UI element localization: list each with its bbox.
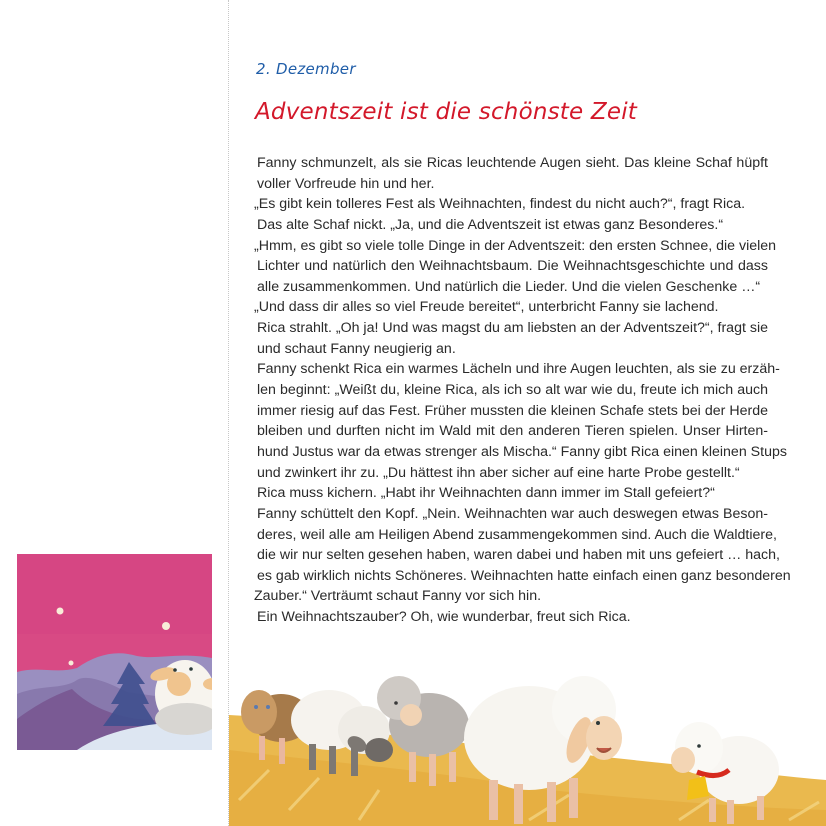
painting-artwork xyxy=(17,554,212,750)
story-line: es gab wirklich nichts Schöneres. Weihnachten hatte einfach einen ganz besonderen xyxy=(257,567,791,584)
date-heading: 2. Dezember xyxy=(256,60,356,78)
story-line: bleiben und durften nicht im Wald mit den anderen Tieren spielen. Unser Hirten- xyxy=(257,423,768,440)
star-icon xyxy=(69,661,74,666)
sheep-flock-illustration xyxy=(229,660,826,826)
story-line: Lichter und natürlich den Weihnachtsbaum. Die Weihnachtsgeschichte und dass xyxy=(257,258,768,275)
story-line: Fanny schüttelt den Kopf. „Nein. Weihnachten war auch deswegen etwas Beson- xyxy=(257,505,768,522)
story-line: Rica muss kichern. „Habt ihr Weihnachten dann immer im Stall gefeiert?“ xyxy=(257,485,715,502)
story-text xyxy=(254,153,791,628)
story-line: Fanny schenkt Rica ein warmes Lächeln und ihre Augen leuchten, als sie zu erzäh- xyxy=(257,361,780,378)
star-icon xyxy=(162,622,170,630)
story-line: die wir nur selten gesehen haben, waren dabei und haben mit uns gefeiert … hach, xyxy=(257,547,780,564)
story-line: „Es gibt kein tolleres Fest als Weihnachten, findest du nicht auch?“, fragt Rica. xyxy=(254,196,746,213)
story-line: voller Vorfreude hin und her. xyxy=(257,175,435,192)
story-line: und schaut Fanny neugierig an. xyxy=(257,340,456,357)
story-line: Zauber.“ Verträumt schaut Fanny vor sich hin. xyxy=(254,588,542,605)
story-line: Rica strahlt. „Oh ja! Und was magst du am liebsten an der Adventszeit?“, fragt sie xyxy=(257,320,768,337)
story-line: „Hmm, es gibt so viele tolle Dinge in der Adventszeit: den ersten Schnee, die vielen xyxy=(254,237,777,254)
story-line: Fanny schmunzelt, als sie Ricas leuchtende Augen sieht. Das kleine Schaf hüpft xyxy=(257,155,768,171)
story-line: Ein Weihnachtszauber? Oh, wie wunderbar, freut sich Rica. xyxy=(257,609,631,626)
story-line: len beginnt: „Weißt du, kleine Rica, als ich so alt war wie du, freute ich mich auch xyxy=(257,382,768,399)
night-sheep-painting xyxy=(17,554,212,750)
story-line: deres, weil alle am Heiligen Abend zusammengekommen sind. Auch die Waldtiere, xyxy=(257,526,777,543)
story-title: Adventszeit ist die schönste Zeit xyxy=(255,99,638,125)
story-line: „Und dass dir alles so viel Freude bereitet“, unterbricht Fanny sie lachend. xyxy=(254,299,719,316)
story-line: hund Justus war da etwas strenger als Mischa.“ Fanny gibt Rica einen kleinen Stups xyxy=(257,443,787,460)
story-line: Das alte Schaf nickt. „Ja, und die Adventszeit ist etwas ganz Besonderes.“ xyxy=(257,216,724,233)
illustration-artwork xyxy=(229,660,826,826)
story-line: alle zusammenkommen. Und natürlich die Lieder. Und die vielen Geschenke …“ xyxy=(257,278,761,295)
story-line: und zwinkert ihr zu. „Du hättest ihn aber sicher auf eine harte Probe gestellt.“ xyxy=(257,464,740,481)
star-icon xyxy=(57,608,64,615)
story-line: immer riesig auf das Fest. Früher mussten die kleinen Schafe stets bei der Herde xyxy=(257,402,768,419)
